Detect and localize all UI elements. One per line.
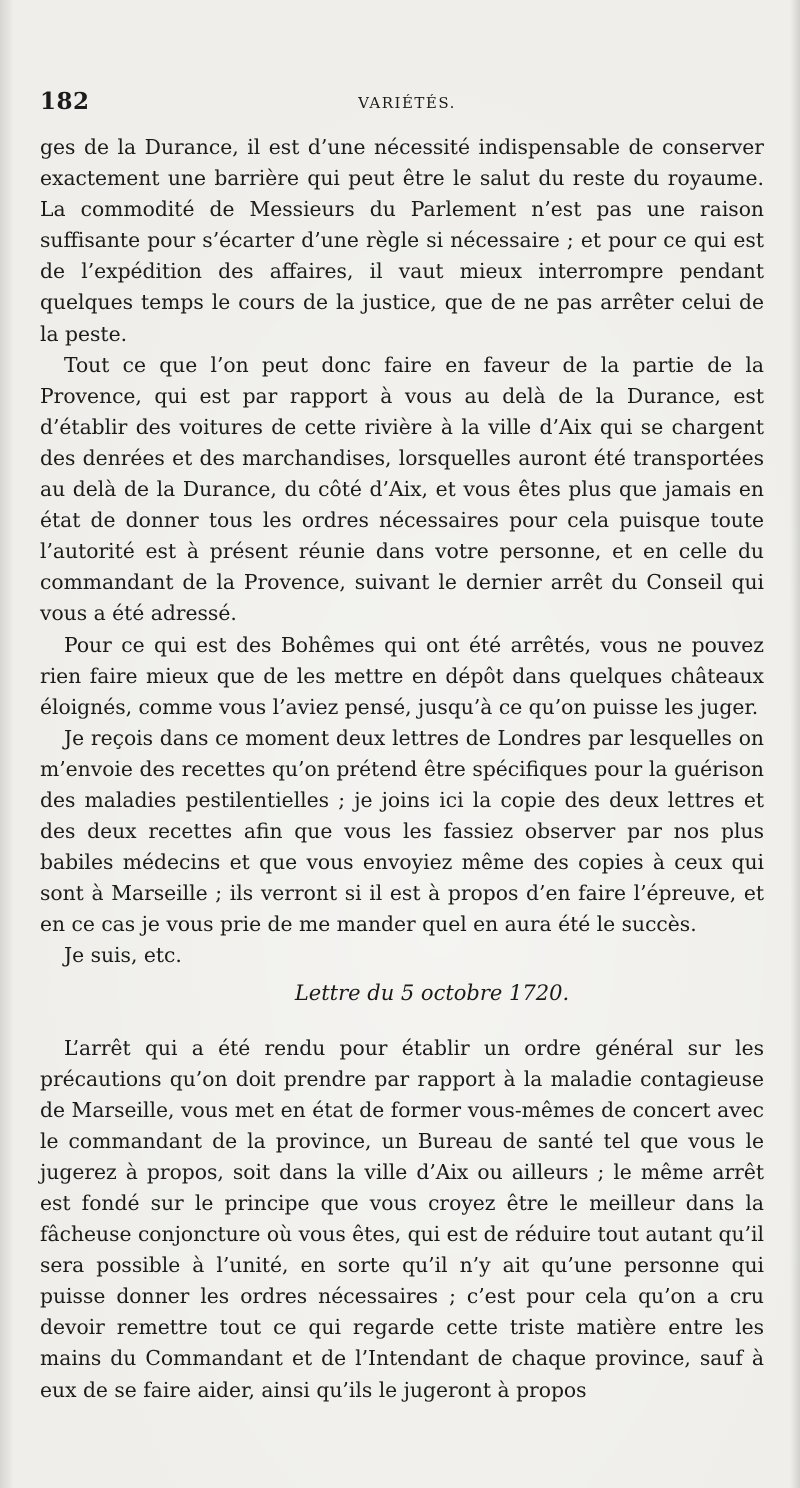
letter-heading: Lettre du 5 octobre 1720. bbox=[294, 980, 570, 1005]
paragraph: L’arrêt qui a été rendu pour établir un ordre général sur les précautions qu’on doit prendre par rapport à la maladie contagieuse de Marseille, vous met en état de former vous-mêmes de concert avec le commandant de la province, un Bureau de santé tel que vous le jugerez à propos, soit dans la ville d’Aix ou ailleurs ; le même arrêt est fondé sur le principe que vous croyez être le meilleur dans la fâcheuse conjoncture où vous êtes, qui est de réduire tout autant qu’il sera possible à l’unité, en sorte qu’il n’y ait qu’une personne qui puisse donner les ordres nécessaires ; c’est pour cela qu’on a cru devoir remettre tout ce qui regarde cette triste matière entre les mains du Commandant et de l’Intendant de chaque province, sauf à eux de se faire aider, ainsi qu’ils le jugeront à propos bbox=[40, 1035, 764, 1402]
body-text bbox=[40, 132, 764, 1406]
closing-line: Je suis, etc. bbox=[64, 943, 182, 968]
running-head: VARIÉTÉS. bbox=[358, 94, 456, 112]
paragraph: Je reçois dans ce moment deux lettres de Londres par lesquelles on m’envoie des recettes qu’on prétend être spécifiques pour la guérison des maladies pestilentielles ; je joins ici la copie des deux lettres et des deux recettes afin que vous les fassiez observer par nos plus babiles médecins et que vous envoyiez même des copies à ceux qui sont à Marseille ; ils verront si il est à propos d’en faire l’épreuve, et en ce cas je vous prie de me mander quel en aura été le succès. bbox=[40, 725, 764, 937]
paragraph: Pour ce qui est des Bohêmes qui ont été arrêtés, vous ne pouvez rien faire mieux que de les mettre en dépôt dans quelques châteaux éloignés, comme vous l’aviez pensé, jusqu’à ce qu’on puisse les juger. bbox=[40, 632, 764, 719]
paragraph: ges de la Durance, il est d’une nécessité indispensable de conserver exactement une barrière qui peut être le salut du reste du royaume. La commodité de Messieurs du Parlement n’est pas une raison suffisante pour s’écarter d’une règle si nécessaire ; et pour ce qui est de l’expédition des affaires, il vaut mieux interrompre pendant quelques temps le cours de la justice, que de ne pas arrêter celui de la peste. bbox=[40, 135, 764, 346]
page-header bbox=[40, 88, 764, 130]
paragraph: Tout ce que l’on peut donc faire en faveur de la partie de la Provence, qui est par rapport à vous au delà de la Durance, est d’établir des voitures de cette rivière à la ville d’Aix qui se chargent des denrées et des marchandises, lorsquelles auront été transportées au delà de la Durance, du côté d’Aix, et vous êtes plus que jamais en état de donner tous les ordres nécessaires pour cela puisque toute l’autorité est à présent réunie dans votre personne, et en celle du commandant de la Provence, suivant le dernier arrêt du Conseil qui vous a été adressé. bbox=[40, 352, 764, 626]
page-number: 182 bbox=[40, 88, 90, 115]
